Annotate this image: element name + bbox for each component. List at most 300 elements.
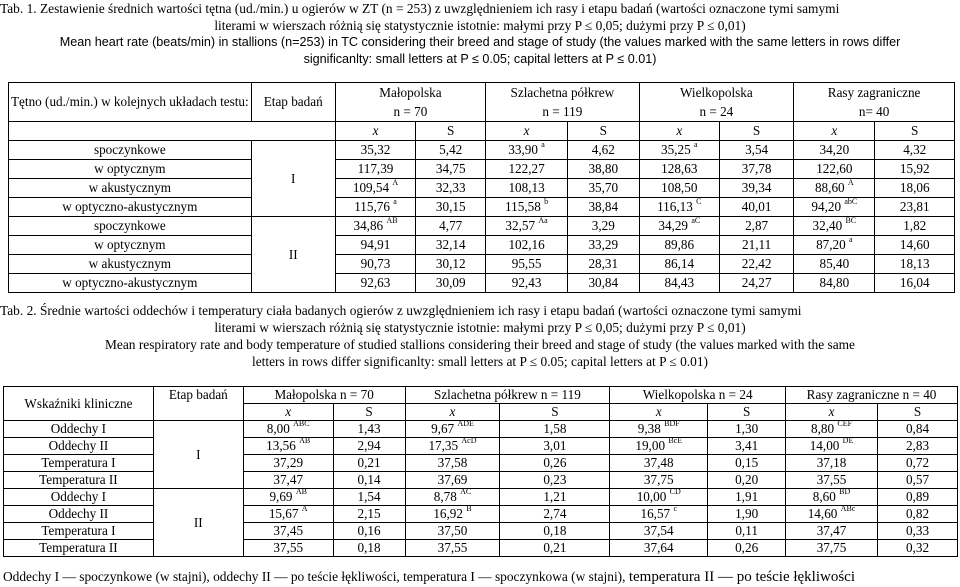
cell-value: 8,78 — [433, 489, 457, 504]
value-cell — [243, 489, 333, 506]
cell-value: 89,86 — [664, 237, 695, 252]
value-cell — [786, 523, 878, 540]
cell-value: 37,47 — [816, 523, 847, 538]
row-label: Oddechy II — [4, 438, 154, 455]
value-cell — [416, 217, 486, 236]
cell-value: 1,54 — [357, 489, 381, 504]
table2-row — [4, 506, 958, 523]
cell-value: 92,43 — [511, 275, 542, 290]
cell-value: 115,58 — [505, 199, 541, 214]
value-cell — [568, 217, 640, 236]
value-cell — [794, 160, 875, 179]
cell-value: 33,29 — [588, 237, 619, 252]
row-label: Temperatura I — [4, 523, 154, 540]
cell-value: 117,39 — [357, 161, 394, 176]
value-cell — [416, 160, 486, 179]
value-cell — [243, 472, 333, 489]
row-label: w optycznym — [9, 160, 252, 179]
value-cell — [333, 489, 405, 506]
value-cell — [794, 198, 875, 217]
value-cell — [500, 421, 610, 438]
significance-letters: a — [393, 197, 397, 206]
cell-value: 2,94 — [357, 438, 381, 453]
table2-row — [4, 523, 958, 540]
table1-subheader-blank — [9, 122, 336, 141]
value-cell — [486, 236, 568, 255]
cell-value: 122,27 — [508, 161, 545, 176]
cell-value: 1,21 — [543, 489, 567, 504]
cell-value: 3,41 — [735, 438, 759, 453]
significance-letters: a — [541, 140, 545, 149]
cell-value: 9,67 — [431, 421, 455, 436]
table2-caption-en-line2: letters in rows differ significanlty: small letters at P ≤ 0.05; capital letters at P ≤ 0.01) — [252, 354, 708, 369]
value-cell — [878, 540, 958, 557]
table2-row — [4, 455, 958, 472]
cell-value: 9,38 — [637, 421, 661, 436]
cell-value: 15,92 — [899, 161, 930, 176]
cell-value: 4,77 — [439, 218, 463, 233]
value-cell — [708, 472, 786, 489]
table1-row — [9, 160, 955, 179]
table2-group-header: Wielkopolska n = 24 — [610, 387, 786, 404]
cell-value: 37,55 — [437, 540, 468, 555]
cell-value: 0,26 — [543, 455, 567, 470]
significance-letters: A — [301, 504, 308, 513]
cell-value: 33,90 — [508, 142, 538, 157]
cell-value: 34,20 — [819, 142, 850, 157]
cell-value: 37,64 — [643, 540, 674, 555]
cell-value: 0,16 — [357, 523, 381, 538]
significance-letters: C — [696, 197, 702, 206]
significance-letters: BD — [839, 487, 851, 496]
significance-letters: ABc — [840, 504, 856, 513]
cell-value: 1,91 — [735, 489, 759, 504]
cell-value: 3,01 — [543, 438, 567, 453]
cell-value: 18,06 — [899, 180, 930, 195]
cell-value: 9,69 — [269, 489, 293, 504]
cell-value: 21,11 — [742, 237, 772, 252]
cell-value: 0,26 — [735, 540, 759, 555]
value-cell — [878, 438, 958, 455]
value-cell — [878, 489, 958, 506]
significance-letters: B — [466, 504, 472, 513]
cell-value: 37,58 — [437, 455, 468, 470]
cell-value: 13,56 — [266, 438, 296, 453]
cell-value: 0,18 — [357, 540, 381, 555]
cell-value: 14,00 — [809, 438, 840, 453]
table2-group-header: Rasy zagraniczne n = 40 — [786, 387, 958, 404]
value-cell — [878, 506, 958, 523]
cell-value: 30,84 — [588, 275, 619, 290]
row-label: Oddechy I — [4, 489, 154, 506]
table2-row — [4, 472, 958, 489]
value-cell — [486, 179, 568, 198]
value-cell — [875, 217, 955, 236]
table1-caption-en-line1: Mean heart rate (beats/min) in stallions (n=253) in TC considering their breed and stage of study (the values marked with the same letters in rows differ — [59, 35, 901, 49]
sd-column-header: S — [500, 404, 610, 421]
group-count: n= 40 — [858, 104, 890, 119]
sd-column-header: S — [708, 404, 786, 421]
table2-subheader-blank — [153, 404, 243, 421]
value-cell — [405, 438, 500, 455]
cell-value: 1,90 — [735, 506, 759, 521]
cell-value: 0,15 — [735, 455, 759, 470]
sd-column-header: S — [568, 122, 640, 141]
cell-value: 0,72 — [905, 455, 930, 470]
value-cell — [720, 198, 794, 217]
significance-letters: abC — [844, 197, 858, 206]
cell-value: 84,80 — [819, 275, 850, 290]
significance-letters: a — [849, 235, 853, 244]
row-label: spoczynkowe — [9, 141, 252, 160]
cell-value: 4,62 — [591, 142, 615, 157]
table1-row — [9, 141, 955, 160]
row-label: Temperatura II — [4, 472, 154, 489]
value-cell — [639, 179, 719, 198]
value-cell — [720, 179, 794, 198]
table2-row — [4, 540, 958, 557]
cell-value: 28,31 — [588, 256, 619, 271]
table2-row-label-header: Wskaźniki kliniczne — [4, 387, 154, 421]
significance-letters: Aa — [538, 216, 548, 225]
value-cell — [405, 421, 500, 438]
value-cell — [335, 179, 416, 198]
cell-value: 23,81 — [899, 199, 930, 214]
row-label: Oddechy II — [4, 506, 154, 523]
value-cell — [610, 455, 708, 472]
cell-value: 34,86 — [353, 218, 384, 233]
cell-value: 15,67 — [268, 506, 299, 521]
cell-value: 30,09 — [435, 275, 466, 290]
value-cell — [416, 236, 486, 255]
cell-value: 14,60 — [899, 237, 930, 252]
value-cell — [335, 255, 416, 274]
row-label: Temperatura II — [4, 540, 154, 557]
significance-letters: b — [544, 197, 549, 206]
value-cell — [335, 198, 416, 217]
table2-caption-en-line1: Mean respiratory rate and body temperature of studied stallions considering their breed and stage of study (the values marked with the same — [104, 337, 855, 352]
value-cell — [720, 255, 794, 274]
table2-caption-pl-line1: Tab. 2. Średnie wartości oddechów i temperatury ciała badanych ogierów z uwzględnieniem ich rasy i etapu badań (wartości oznaczone tymi samymi — [0, 303, 802, 318]
value-cell — [720, 236, 794, 255]
cell-value: 19,00 — [635, 438, 666, 453]
cell-value: 32,33 — [435, 180, 466, 195]
cell-value: 3,29 — [591, 218, 615, 233]
cell-value: 109,54 — [352, 180, 390, 195]
table1-group-header — [486, 83, 639, 122]
value-cell — [878, 472, 958, 489]
cell-value: 122,60 — [816, 161, 853, 176]
significance-letters: AB — [386, 216, 398, 225]
cell-value: 1,43 — [357, 421, 381, 436]
table2-group-header: Małopolska n = 70 — [243, 387, 405, 404]
value-cell — [333, 421, 405, 438]
value-cell — [794, 274, 875, 293]
cell-value: 0,32 — [905, 540, 930, 555]
value-cell — [486, 198, 568, 217]
value-cell — [786, 455, 878, 472]
cell-value: 16,04 — [899, 275, 930, 290]
group-name: Rasy zagraniczne — [827, 85, 921, 100]
cell-value: 88,60 — [814, 180, 845, 195]
mean-column-header: x — [405, 404, 500, 421]
row-label: Oddechy I — [4, 421, 154, 438]
table1-row — [9, 236, 955, 255]
table1-caption-en-line2: significanlty: small letters at P ≤ 0.05; capital letters at P ≤ 0.01) — [303, 52, 657, 66]
cell-value: 3,54 — [745, 142, 769, 157]
cell-value: 32,14 — [435, 237, 466, 252]
value-cell — [786, 506, 878, 523]
value-cell — [639, 198, 719, 217]
value-cell — [639, 141, 719, 160]
cell-value: 40,01 — [741, 199, 772, 214]
row-label: w optycznym — [9, 236, 252, 255]
value-cell — [610, 438, 708, 455]
group-name: Szlachetna półkrew — [510, 85, 615, 100]
value-cell — [335, 141, 416, 160]
sd-column-header: S — [878, 404, 958, 421]
value-cell — [875, 179, 955, 198]
table1-caption-pl-line2: literami w wierszach różnią się statystycznie istotnie: małymi przy P ≤ 0,05; dużymi przy P ≤ 0,01) — [214, 18, 746, 33]
table1-row — [9, 198, 955, 217]
cell-value: 0,11 — [735, 523, 758, 538]
value-cell — [794, 141, 875, 160]
cell-value: 8,80 — [811, 421, 835, 436]
cell-value: 1,30 — [735, 421, 759, 436]
value-cell — [708, 438, 786, 455]
sd-column-header: S — [333, 404, 405, 421]
cell-value: 128,63 — [661, 161, 698, 176]
table2-group-header: Szlachetna półkrew n = 119 — [405, 387, 610, 404]
value-cell — [610, 472, 708, 489]
value-cell — [243, 421, 333, 438]
value-cell — [416, 179, 486, 198]
table2-row — [4, 438, 958, 455]
value-cell — [333, 506, 405, 523]
value-cell — [500, 455, 610, 472]
table1-row — [9, 217, 955, 236]
cell-value: 37,47 — [273, 472, 304, 487]
value-cell — [875, 255, 955, 274]
value-cell — [500, 506, 610, 523]
value-cell — [708, 489, 786, 506]
row-label: w optyczno-akustycznym — [9, 274, 252, 293]
group-count: n = 119 — [542, 104, 583, 119]
stage-cell: I — [251, 141, 335, 217]
cell-value: 39,34 — [741, 180, 772, 195]
table1-heart-rate — [8, 82, 955, 293]
value-cell — [568, 179, 640, 198]
cell-value: 35,70 — [588, 180, 619, 195]
table1-caption-pl-line1: Tab. 1. Zestawienie średnich wartości tętna (ud./min.) u ogierów w ZT (n = 253) z uwzględnieniem ich rasy i etapu badań (wartości oznaczone tymi samymi — [0, 1, 840, 16]
value-cell — [708, 540, 786, 557]
cell-value: 0,21 — [357, 455, 381, 470]
value-cell — [335, 274, 416, 293]
value-cell — [333, 540, 405, 557]
cell-value: 86,14 — [664, 256, 695, 271]
value-cell — [568, 255, 640, 274]
significance-letters: AcD — [461, 436, 477, 445]
value-cell — [500, 540, 610, 557]
cell-value: 2,87 — [745, 218, 769, 233]
cell-value: 92,63 — [360, 275, 391, 290]
value-cell — [786, 421, 878, 438]
row-label: w optyczno-akustycznym — [9, 198, 252, 217]
value-cell — [243, 455, 333, 472]
cell-value: 38,80 — [588, 161, 619, 176]
value-cell — [875, 198, 955, 217]
table1-row-label-header: Tętno (ud./min.) w kolejnych układach testu: — [9, 83, 252, 122]
cell-value: 34,29 — [658, 218, 689, 233]
significance-letters: A — [847, 178, 854, 187]
value-cell — [610, 523, 708, 540]
value-cell — [878, 421, 958, 438]
table2-stage-header: Etap badań — [153, 387, 243, 404]
value-cell — [486, 141, 568, 160]
cell-value: 37,18 — [816, 455, 847, 470]
table2-header-row — [4, 387, 958, 404]
mean-column-header: x — [335, 122, 416, 141]
value-cell — [416, 274, 486, 293]
value-cell — [500, 523, 610, 540]
table2-row — [4, 421, 958, 438]
sd-column-header: S — [720, 122, 794, 141]
value-cell — [405, 472, 500, 489]
row-label: w akustycznym — [9, 255, 252, 274]
row-label: Temperatura I — [4, 455, 154, 472]
cell-value: 30,15 — [435, 199, 466, 214]
cell-value: 108,13 — [508, 180, 545, 195]
cell-value: 14,60 — [807, 506, 838, 521]
value-cell — [639, 160, 719, 179]
sd-column-header: S — [875, 122, 955, 141]
cell-value: 1,58 — [543, 421, 567, 436]
cell-value: 0,89 — [905, 489, 930, 504]
value-cell — [416, 255, 486, 274]
value-cell — [720, 141, 794, 160]
value-cell — [875, 141, 955, 160]
value-cell — [708, 455, 786, 472]
cell-value: 8,60 — [812, 489, 836, 504]
cell-value: 37,75 — [816, 540, 847, 555]
value-cell — [486, 274, 568, 293]
table1-subheader-row — [9, 122, 955, 141]
stage-cell: II — [251, 217, 335, 293]
cell-value: 30,12 — [435, 256, 466, 271]
value-cell — [568, 236, 640, 255]
mean-column-header: x — [786, 404, 878, 421]
significance-letters: ABC — [293, 419, 310, 428]
cell-value: 37,50 — [437, 523, 468, 538]
value-cell — [405, 489, 500, 506]
value-cell — [786, 540, 878, 557]
value-cell — [416, 198, 486, 217]
value-cell — [708, 421, 786, 438]
value-cell — [610, 506, 708, 523]
cell-value: 37,55 — [273, 540, 304, 555]
significance-letters: AB — [299, 436, 311, 445]
cell-value: 0,20 — [735, 472, 759, 487]
cell-value: 18,13 — [899, 256, 930, 271]
value-cell — [568, 198, 640, 217]
value-cell — [610, 489, 708, 506]
footnote-part-a: Oddechy I — spoczynkowe (w stajni), oddechy II — po teście łękliwości, temperatura I — spoczynkowa (w stajni), — [3, 569, 626, 584]
value-cell — [610, 421, 708, 438]
cell-value: 95,55 — [511, 256, 542, 271]
value-cell — [639, 274, 719, 293]
table1-row — [9, 255, 955, 274]
table1-stage-header: Etap badań — [251, 83, 335, 122]
group-count: n = 24 — [699, 104, 734, 119]
group-name: Małopolska — [379, 85, 442, 100]
cell-value: 90,73 — [360, 256, 391, 271]
value-cell — [335, 236, 416, 255]
significance-letters: BDF — [664, 419, 680, 428]
value-cell — [568, 274, 640, 293]
value-cell — [610, 540, 708, 557]
mean-column-header: x — [794, 122, 875, 141]
value-cell — [243, 506, 333, 523]
value-cell — [794, 255, 875, 274]
cell-value: 0,82 — [905, 506, 930, 521]
significance-letters: CD — [669, 487, 681, 496]
table1-group-header — [794, 83, 955, 122]
value-cell — [708, 523, 786, 540]
cell-value: 116,13 — [657, 199, 693, 214]
value-cell — [333, 438, 405, 455]
value-cell — [639, 217, 719, 236]
table1-row — [9, 274, 955, 293]
value-cell — [720, 274, 794, 293]
cell-value: 37,69 — [437, 472, 468, 487]
mean-column-header: x — [243, 404, 333, 421]
cell-value: 35,25 — [661, 142, 691, 157]
value-cell — [708, 506, 786, 523]
cell-value: 4,32 — [903, 142, 927, 157]
stage-cell: II — [153, 489, 243, 557]
group-name: Wielkopolska — [680, 85, 753, 100]
table1-header-row — [9, 83, 955, 103]
value-cell — [333, 472, 405, 489]
cell-value: 10,00 — [636, 489, 667, 504]
cell-value: 0,21 — [543, 540, 567, 555]
table2-row — [4, 489, 958, 506]
value-cell — [486, 255, 568, 274]
value-cell — [486, 217, 568, 236]
table1-group-header — [335, 83, 485, 122]
cell-value: 115,76 — [354, 199, 390, 214]
cell-value: 0,57 — [905, 472, 930, 487]
significance-letters: aC — [691, 216, 701, 225]
cell-value: 22,42 — [741, 256, 772, 271]
cell-value: 37,54 — [643, 523, 674, 538]
cell-value: 32,57 — [505, 218, 536, 233]
value-cell — [720, 160, 794, 179]
table2-caption-pl-line2: literami w wierszach różnią się statystycznie istotnie: małymi przy P ≤ 0,05; dużymi przy P ≤ 0,01) — [214, 320, 746, 335]
cell-value: 1,82 — [903, 218, 927, 233]
value-cell — [875, 236, 955, 255]
mean-column-header: x — [610, 404, 708, 421]
value-cell — [786, 438, 878, 455]
cell-value: 37,55 — [816, 472, 847, 487]
cell-value: 17,35 — [428, 438, 459, 453]
cell-value: 2,74 — [543, 506, 567, 521]
value-cell — [875, 160, 955, 179]
value-cell — [500, 472, 610, 489]
group-count: n = 70 — [393, 104, 428, 119]
value-cell — [500, 438, 610, 455]
cell-value: 16,57 — [640, 506, 671, 521]
